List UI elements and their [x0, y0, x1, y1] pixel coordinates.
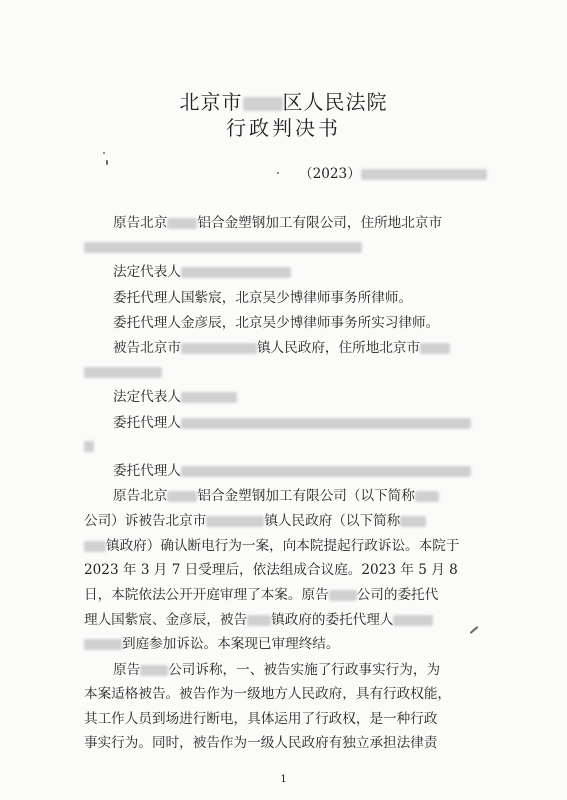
body-p2-line1: [113, 660, 440, 680]
case-number: [299, 164, 487, 184]
document-type: 行政判决书: [226, 116, 341, 140]
redacted-town: [247, 615, 271, 626]
plaintiff-address: [84, 237, 362, 257]
defendant-address: [84, 362, 162, 382]
scan-speck: [106, 160, 108, 165]
defendant-text-a: 被告北京市: [113, 340, 181, 356]
body-p1-line5: [84, 585, 438, 605]
redacted-name: [329, 590, 357, 601]
body-p1-line7: [84, 634, 340, 654]
text: 日，本院依法公开开庭审理了本案。原告: [84, 587, 329, 603]
redacted-agent-info: [84, 441, 94, 452]
redacted-name: [140, 665, 168, 676]
text: 铝合金塑钢加工有限公司（以下简称: [197, 488, 415, 504]
defendant-legal-rep: [113, 387, 237, 407]
redacted-name: [393, 615, 433, 626]
body-p1-line4: 2023 年 3 月 7 日受理后，依法组成合议庭。2023 年 5 月 8: [84, 562, 458, 578]
court-prefix: 北京市: [179, 90, 243, 114]
case-year: （2023）: [299, 166, 361, 182]
redacted-name: [400, 516, 426, 527]
plaintiff-agent-2: 委托代理人金彦辰，北京吴少博律师事务所实习律师。: [113, 315, 440, 331]
body-p1-line6: [84, 610, 433, 630]
redacted-town: [206, 516, 264, 527]
redacted-town: [181, 343, 257, 354]
def-legal-rep-label: 法定代表人: [113, 389, 181, 405]
court-suffix: 区人民法院: [282, 90, 388, 114]
def-agent1-label: 委托代理人: [113, 415, 181, 431]
body-p1-line3: [84, 536, 459, 556]
redacted-town: [84, 541, 106, 552]
body-p1-line2: [84, 511, 426, 531]
plaintiff-line: [113, 213, 442, 233]
text: 镇政府的委托代理人: [271, 612, 394, 628]
defendant-agent-1-cont: [84, 436, 94, 456]
redacted-agent-info: [181, 466, 471, 477]
defendant-agent-2: [113, 461, 471, 481]
redacted-name: [84, 639, 122, 650]
text: 原告: [113, 662, 141, 678]
plaintiff-agent-1: 委托代理人国紫宸，北京吴少博律师事务所律师。: [113, 290, 413, 306]
court-name: [0, 90, 567, 114]
scan-speck: [470, 626, 479, 634]
text: 公司）诉被告北京市: [84, 513, 207, 529]
redacted-name: [181, 267, 291, 278]
text: 公司的委托代: [356, 587, 439, 603]
body-p1-line1: [113, 486, 439, 506]
def-agent2-label: 委托代理人: [113, 463, 181, 479]
redacted-name: [167, 218, 197, 229]
redacted-district: [243, 97, 283, 111]
text: 理人国紫宸、金彦辰，被告: [84, 612, 248, 628]
text: 镇人民政府（以下简称: [264, 513, 401, 529]
defendant-text-b: 镇人民政府，住所地北京市: [256, 340, 421, 356]
redacted-agent-info: [181, 418, 471, 429]
redacted-name: [167, 491, 197, 502]
body-p2-line3: 其工作人员到场进行断电，具体运用了行政权，是一种行政: [84, 711, 438, 727]
text: 原告北京: [113, 488, 168, 504]
body-p2-line4: 事实行为。同时，被告作为一级人民政府有独立承担法律责: [84, 735, 438, 751]
scan-speck: [277, 172, 279, 174]
text: 镇政府）确认断电行为一案，向本院提起行政诉讼。本院于: [106, 538, 460, 554]
plaintiff-legal-rep: [113, 262, 291, 282]
scan-speck: [103, 152, 105, 154]
plaintiff-text-b: 铝合金塑钢加工有限公司，住所地北京市: [197, 215, 443, 231]
redacted-address: [84, 367, 162, 378]
redacted-address: [420, 343, 450, 354]
defendant-line: [113, 338, 450, 358]
text: 公司诉称，一、被告实施了行政事实行为，为: [168, 662, 441, 678]
defendant-agent-1: [113, 413, 471, 433]
redacted-name: [181, 392, 237, 403]
redacted-address: [84, 242, 362, 253]
redacted-name: [415, 491, 439, 502]
body-p2-line2: 本案适格被告。被告作为一级地方人民政府，具有行政权能，: [84, 686, 452, 702]
plaintiff-text-a: 原告北京: [113, 215, 168, 231]
redacted-case-number: [361, 169, 487, 180]
page-number: 1: [280, 774, 287, 785]
legal-rep-label: 法定代表人: [113, 264, 181, 280]
text: 到庭参加诉讼。本案现已审理终结。: [122, 636, 340, 652]
